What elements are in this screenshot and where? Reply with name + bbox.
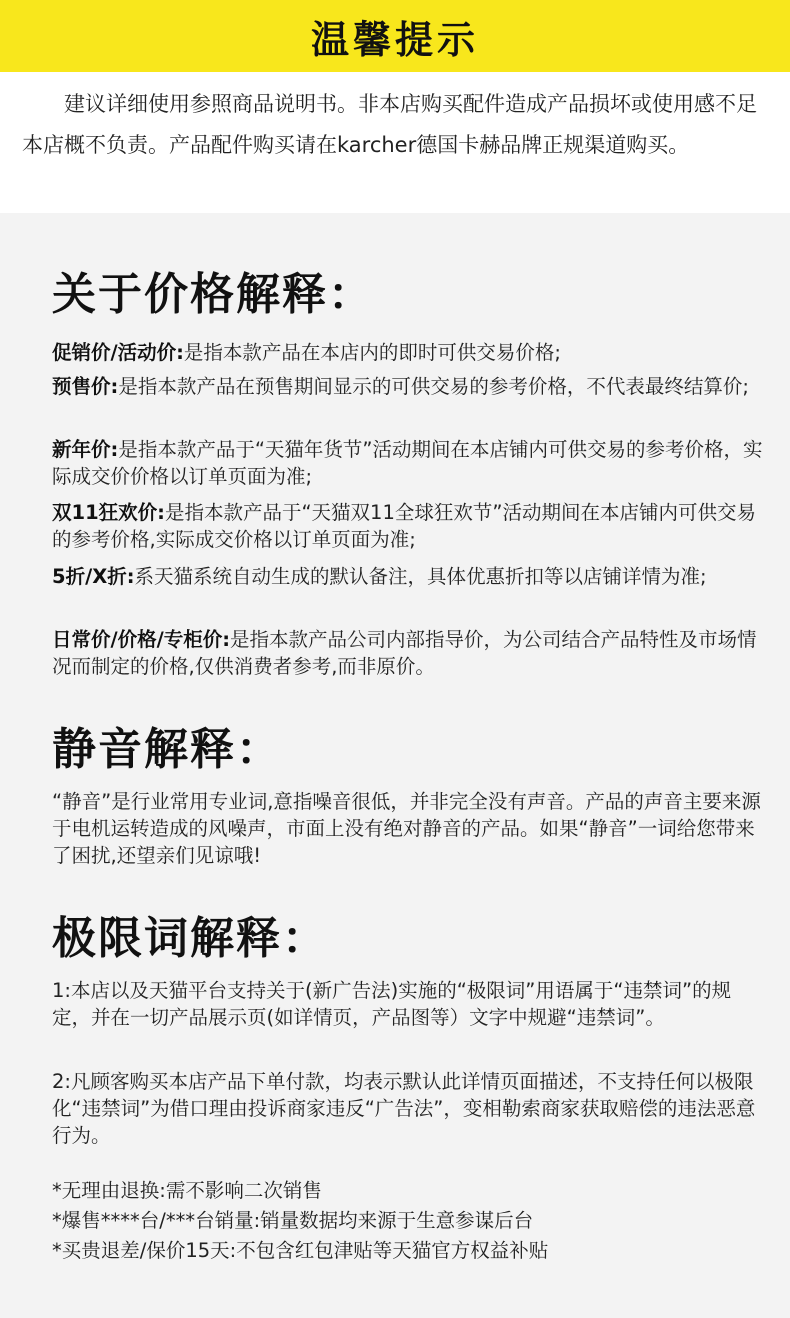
price-desc: 是指本款产品在本店内的即时可供交易价格; (183, 341, 561, 364)
price-desc: 是指本款产品于“天猫年货节”活动期间在本店铺内可供交易的参考价格，实际成交价价格以订单页面为准; (52, 438, 763, 488)
footnote: *爆售****台/***台销量:销量数据均来源于生意参谋后台 (52, 1209, 534, 1232)
mute-heading: 静音解释： (52, 724, 282, 775)
banner-title: 温馨提示 (310, 17, 479, 62)
price-item-newyear (52, 436, 768, 490)
price-desc: 是指本款产品公司内部指导价，为公司结合产品特性及市场情况而制定的价格,仅供消费者参考,而非原价。 (52, 628, 757, 678)
price-desc: 是指本款产品在预售期间显示的可供交易的参考价格，不代表最终结算价; (118, 375, 749, 398)
notice-text: 建议详细使用参照商品说明书。非本店购买配件造成产品损坏或使用感不足本店概不负责。产品配件购买请在karcher德国卡赫品牌正规渠道购买。 (22, 92, 757, 157)
price-term: 5折/X折: (52, 565, 135, 588)
price-item-double11 (52, 499, 768, 553)
limit-heading: 极限词解释： (52, 913, 328, 964)
price-term: 预售价: (52, 375, 119, 398)
footnote: *无理由退换:需不影响二次销售 (52, 1179, 322, 1202)
price-item-promo (52, 339, 768, 366)
limit-paragraph-2: 2:凡顾客购买本店产品下单付款，均表示默认此详情页面描述，不支持任何以极限化“违禁词”为借口理由投诉商家违反“广告法”，变相勒索商家获取赔偿的违法恶意行为。 (52, 1070, 756, 1147)
price-heading: 关于价格解释： (52, 269, 374, 320)
price-term: 日常价/价格/专柜价: (52, 628, 231, 651)
footnote: *买贵退差/保价15天:不包含红包津贴等天猫官方权益补贴 (52, 1239, 549, 1262)
price-item-presale (52, 373, 768, 400)
price-item-discount (52, 563, 768, 590)
notice-banner (0, 0, 790, 72)
limit-paragraph-1: 1:本店以及天猫平台支持关于(新广告法)实施的“极限词”用语属于“违禁词”的规定，并在一切产品展示页(如详情页，产品图等）文字中规避“违禁词”。 (52, 979, 732, 1029)
price-desc: 系天猫系统自动生成的默认备注，具体优惠折扣等以店铺详情为准; (134, 565, 707, 588)
price-term: 促销价/活动价: (52, 341, 184, 364)
mute-text: “静音”是行业常用专业词,意指噪音很低，并非完全没有声音。产品的声音主要来源于电机运转造成的风噪声，市面上没有绝对静音的产品。如果“静音”一词给您带来了困扰,还望亲们见谅哦! (52, 790, 761, 867)
price-term: 新年价: (52, 438, 119, 461)
price-term: 双11狂欢价: (52, 501, 165, 524)
price-desc: 是指本款产品于“天猫双11全球狂欢节”活动期间在本店铺内可供交易的参考价格,实际成交价格以订单页面为准; (52, 501, 756, 551)
price-item-daily (52, 626, 768, 680)
